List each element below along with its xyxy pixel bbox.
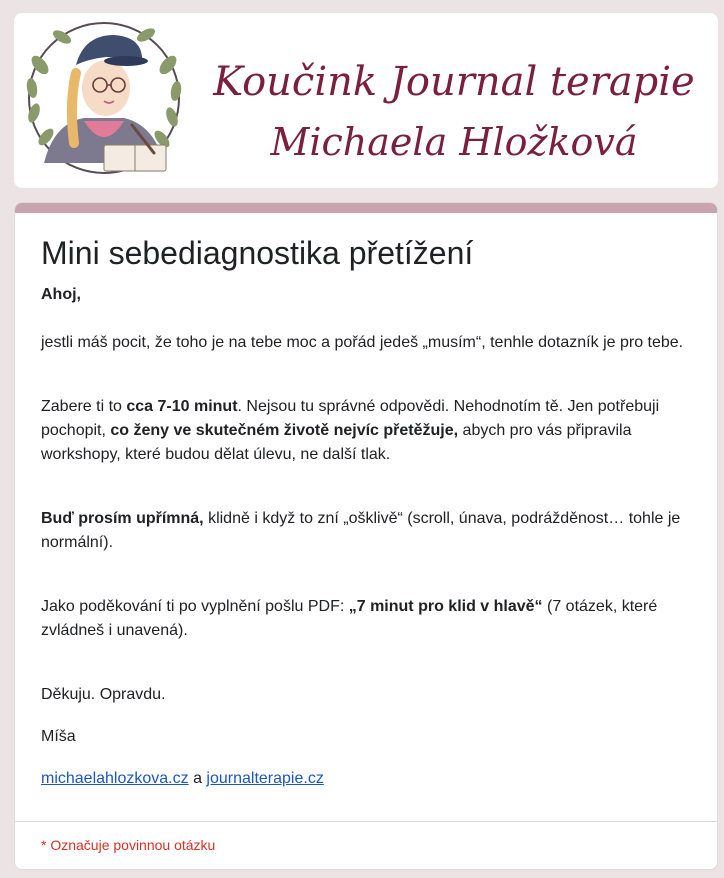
- card-divider: [15, 821, 717, 822]
- greeting-text: Ahoj,: [41, 286, 81, 303]
- link-michaelahlozkova[interactable]: michaelahlozkova.cz: [41, 770, 189, 787]
- intro-text: jestli máš pocit, že toho je na tebe moc a pořád jedeš „musím“, tenhle dotazník je pro tebe.: [41, 334, 684, 351]
- form-description-card: [14, 202, 718, 870]
- card-accent-bar: [15, 203, 717, 213]
- paragraph-duration: Zabere ti to cca 7-10 minut. Nejsou tu správné odpovědi. Nehodnotím tě. Jen potřebuji pochopit, co ženy ve skutečném životě nejvíc přetěžuje, abych pro vás připravila workshopy, které budou dělat úlevu, ne další tlak.: [41, 398, 660, 463]
- author-illustration-icon: [44, 35, 166, 171]
- header-title-line1: Koučink Journal terapie: [213, 59, 695, 105]
- form-description: [41, 283, 691, 791]
- link-journalterapie[interactable]: journalterapie.cz: [206, 770, 324, 787]
- links-line: michaelahlozkova.cz a journalterapie.cz: [41, 770, 324, 787]
- paragraph-honesty: Buď prosím upřímná, klidně i když to zní „ošklivě“ (scroll, únava, podrážděnost… tohle je normální).: [41, 510, 681, 551]
- thanks-text: Děkuju. Opravdu.: [41, 686, 166, 703]
- paragraph-reward: Jako poděkování ti po vyplnění pošlu PDF: „7 minut pro klid v hlavě“ (7 otázek, které zvládneš i unavená).: [41, 598, 658, 639]
- form-header-banner: [14, 13, 718, 188]
- form-title: Mini sebediagnostika přetížení: [41, 235, 474, 271]
- signature-text: Míša: [41, 728, 76, 745]
- header-title-line2: Michaela Hložková: [270, 120, 638, 164]
- required-question-note: * Označuje povinnou otázku: [41, 837, 216, 853]
- header-banner-image: [14, 13, 718, 188]
